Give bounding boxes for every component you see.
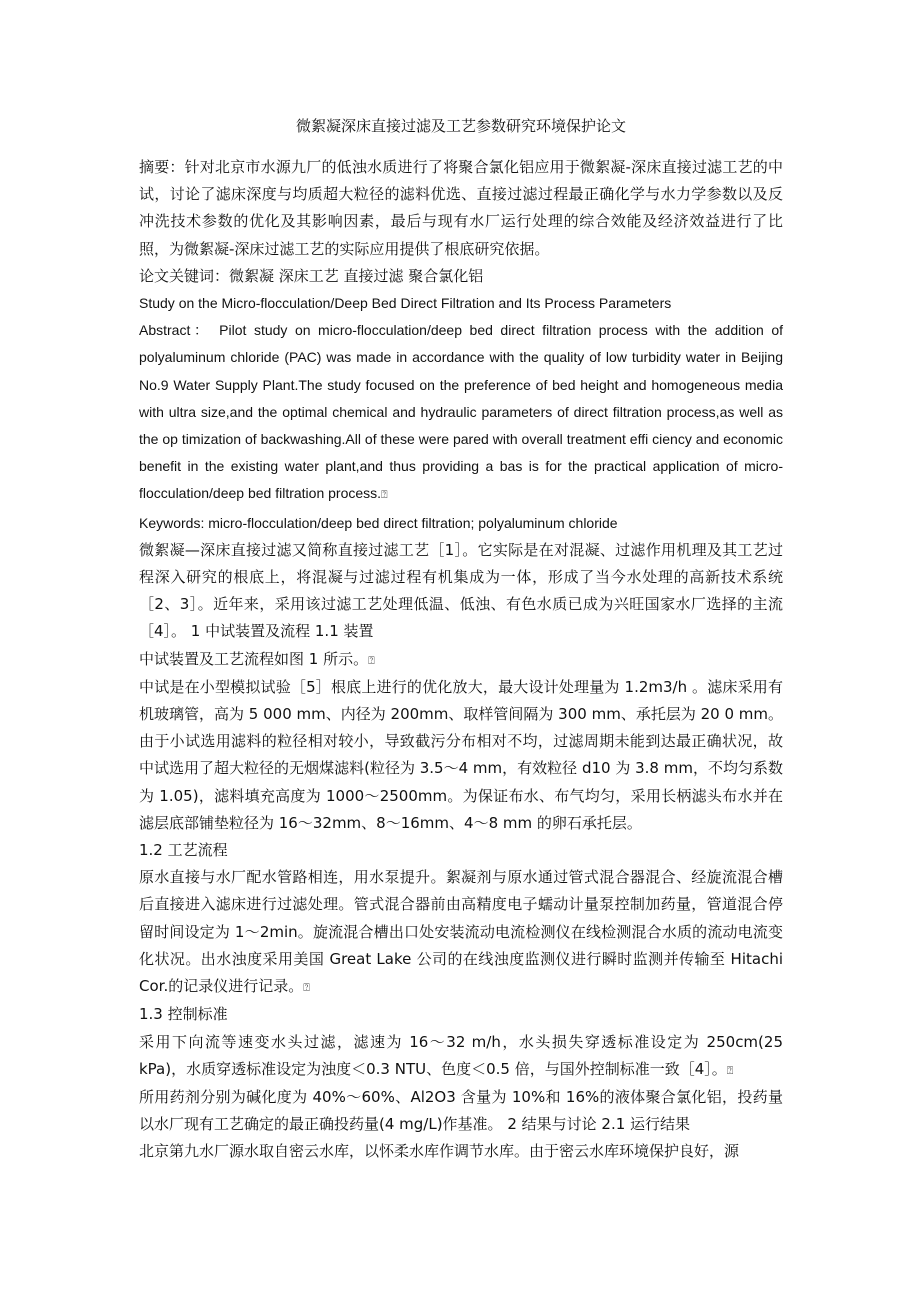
page-title: 微絮凝深床直接过滤及工艺参数研究环境保护论文 <box>295 117 626 135</box>
process-description-text: 原水直接与水厂配水管路相连，用水泵提升。絮凝剂与原水通过管式混合器混合、经旋流混合槽后直接进入滤床进行过滤处理。管式混合器前由高精度电子蠕动计量泵控制加药量，管道混合停留时间设定为 1～2min。旋流混合槽出口处安装流动电流检测仪在线检测混合水质的流动电流变化状况。出水浊度采用美国 Great Lake 公司的在线浊度监测仪进行瞬时监测并传输至 Hitachi Cor.的记录仪进行记录。 <box>139 868 783 996</box>
paragraph-mark: ⍰ <box>303 981 310 995</box>
device-figure-paragraph <box>139 646 783 674</box>
section-heading-1-2: 1.2 工艺流程 <box>139 841 228 860</box>
source-water-description: 北京第九水厂源水取自密云水库，以怀柔水库作调节水库。由于密云水库环境保护良好，源 <box>139 1142 740 1161</box>
device-figure-text: 中试装置及工艺流程如图 1 所示。 <box>139 649 369 668</box>
section-heading-1-3: 1.3 控制标准 <box>139 1005 228 1024</box>
keywords-cn: 论文关键词：微絮凝 深床工艺 直接过滤 聚合氯化铝 <box>139 266 484 285</box>
abstract-cn: 摘要：针对北京市水源九厂的低浊水质进行了将聚合氯化铝应用于微絮凝-深床直接过滤工艺的中试，讨论了滤床深度与均质超大粒径的滤料优选、直接过滤过程最正确化学与水力学参数以及反冲洗技术参数的优化及其影响因素，最后与现有水厂运行处理的综合效能及经济效益进行了比照，为微絮凝-深床过滤工艺的实际应用提供了根底研究依据。 <box>139 158 783 258</box>
document-body <box>139 112 783 1166</box>
control-description <box>139 1029 783 1084</box>
process-description <box>139 864 783 1001</box>
keywords-en: Keywords: micro-flocculation/deep bed direct filtration; polyaluminum chloride <box>139 514 618 531</box>
abstract-en <box>139 317 783 509</box>
paragraph-mark: ⍰ <box>381 489 388 502</box>
pilot-description: 中试是在小型模拟试验［5］根底上进行的优化放大，最大设计处理量为 1.2m3/h 。滤床采用有机玻璃管，高为 5 000 mm、内径为 200mm、取样管间隔为 300 mm、承托层为 20 0 mm。由于小试选用滤料的粒径相对较小，导致截污分布相对不均，过滤周期未能到达最正确状况，故中试选用了超大粒径的无烟煤滤料(粒径为 3.5～4 mm，有效粒径 d10 为 3.8 mm，不均匀系数为 1.05)，滤料填充高度为 1000～2500mm。为保证布水、布气均匀，采用长柄滤头布水并在滤层底部铺垫粒径为 16～32mm、8～16mm、4～8 mm 的卵石承托层。 <box>139 677 783 832</box>
paragraph-mark: ⍰ <box>726 1063 734 1077</box>
paragraph-mark: ⍰ <box>368 653 375 667</box>
abstract-en-text: Abstract： Pilot study on micro-flocculation/deep bed direct filtration process with the addition of polyaluminum chloride (PAC) was made in accordance with the quality of low turbidity water in Beijing No.9 Water Supply Plant.The study focused on the preference of bed height and homogeneous media with ultra size,and the optimal chemical and hydraulic parameters of direct filtration process,as well as the op timization of backwashing.All of these were pared with overall treatment effi ciency and economic benefit in the existing water plant,and thus providing a bas is for the practical application of micro-flocculation/deep bed filtration process. <box>139 322 783 502</box>
intro-paragraph: 微絮凝—深床直接过滤又简称直接过滤工艺［1］。它实际是在对混凝、过滤作用机理及其工艺过程深入研究的根底上，将混凝与过滤过程有机集成为一体，形成了当今水处理的高新技术系统［2、3］。近年来，采用该过滤工艺处理低温、低浊、有色水质已成为兴旺国家水厂选择的主流［4］。 1 中试装置及流程 1.1 装置 <box>139 540 783 641</box>
english-title: Study on the Micro-flocculation/Deep Bed Direct Filtration and Its Process Parameters <box>139 295 672 312</box>
reagent-description: 所用药剂分别为碱化度为 40%～60%、Al2O3 含量为 10%和 16%的液体聚合氯化铝，投药量以水厂现有工艺确定的最正确投药量(4 mg/L)作基准。 2 结果与讨论 2.1 运行结果 <box>139 1087 783 1134</box>
control-description-text: 采用下向流等速变水头过滤，滤速为 16～32 m/h，水头损失穿透标准设定为 250cm(25 kPa)，水质穿透标准设定为浊度＜0.3 NTU、色度＜0.5 倍，与国外控制标准一致［4］。 <box>139 1032 783 1078</box>
